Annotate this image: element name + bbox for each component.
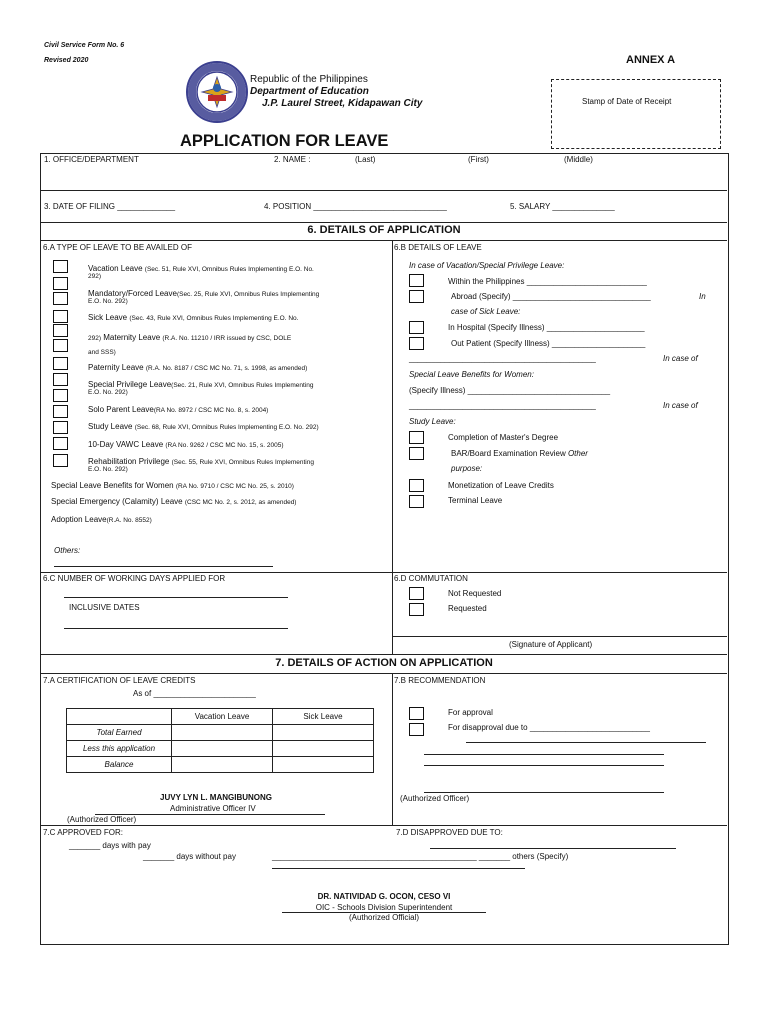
header-line-1: Republic of the Philippines <box>250 74 368 85</box>
divider <box>41 654 727 655</box>
special-privilege-checkbox[interactable] <box>53 373 68 386</box>
maternity-leave-checkbox-2[interactable] <box>53 339 68 352</box>
within-philippines-field[interactable]: Within the Philippines ___________________________ <box>448 277 647 286</box>
leave-rehabilitation: Rehabilitation Privilege (Sec. 55, Rule XVI, Omnibus Rules Implementing <box>88 457 314 466</box>
office-label: 1. OFFICE/DEPARTMENT <box>44 155 139 164</box>
leave-study: Study Leave (Sec. 68, Rule XVI, Omnibus Rules Implementing E.O. No. 292) <box>88 422 319 431</box>
disapproved-reason-line-2[interactable] <box>272 868 525 869</box>
others-specify-field[interactable]: ______________________________________________ _______ others (Specify) <box>272 852 569 861</box>
sick-details-heading: case of Sick Leave: <box>451 307 521 316</box>
leave-special-privilege-ref: E.O. No. 292) <box>88 389 128 396</box>
divider <box>41 673 727 674</box>
out-patient-checkbox[interactable] <box>409 337 424 350</box>
not-requested-checkbox[interactable] <box>409 587 424 600</box>
deped-seal-icon <box>186 61 248 123</box>
working-days-field[interactable] <box>64 597 288 598</box>
leave-maternity-ref: and SSS) <box>88 349 116 356</box>
leave-calamity: Special Emergency (Calamity) Leave (CSC MC No. 2, s. 2012, as amended) <box>51 497 297 506</box>
in-hospital-field[interactable]: In Hospital (Specify Illness) ______________________ <box>448 323 645 332</box>
salary-field[interactable]: 5. SALARY ______________ <box>510 202 615 211</box>
leave-maternity: 292) Maternity Leave (R.A. No. 11210 / IRR issued by CSC, DOLE <box>88 333 292 342</box>
as-of-field[interactable]: As of _______________________ <box>133 689 256 698</box>
name-first: (First) <box>468 155 489 164</box>
name-last: (Last) <box>355 155 376 164</box>
divider <box>41 222 727 223</box>
monetization-label: Monetization of Leave Credits <box>448 481 554 490</box>
section-6c-title: 6.C NUMBER OF WORKING DAYS APPLIED FOR <box>43 574 226 583</box>
disapproval-line-3[interactable] <box>424 765 664 766</box>
section-7d-title: 7.D DISAPPROVED DUE TO: <box>396 828 503 837</box>
section-7b-title: 7.B RECOMMENDATION <box>394 676 486 685</box>
table-cell[interactable] <box>273 725 374 741</box>
solo-parent-checkbox[interactable] <box>53 405 68 418</box>
divider <box>393 636 727 637</box>
leave-vacation: Vacation Leave (Sec. 51, Rule XVI, Omnibus Rules Implementing E.O. No. <box>88 264 314 273</box>
name-label: 2. NAME : <box>274 155 311 164</box>
section-6d-title: 6.D COMMUTATION <box>394 574 468 583</box>
date-filing-field[interactable]: 3. DATE OF FILING _____________ <box>44 202 176 211</box>
requested-checkbox[interactable] <box>409 603 424 616</box>
others-label: Others: <box>54 546 81 555</box>
others-line[interactable] <box>54 566 273 567</box>
table-row <box>67 725 374 741</box>
table-cell[interactable] <box>172 725 273 741</box>
table-cell[interactable] <box>273 757 374 773</box>
in-hospital-checkbox[interactable] <box>409 321 424 334</box>
approving-official-name: DR. NATIVIDAD G. OCON, CESO VI <box>317 892 451 901</box>
leave-sick: Sick Leave (Sec. 43, Rule XVI, Omnibus Rules Implementing E.O. No. <box>88 313 299 322</box>
study-leave-checkbox[interactable] <box>53 421 68 434</box>
mandatory-leave-checkbox-2[interactable] <box>53 292 68 305</box>
leave-mandatory: Mandatory/Forced Leave(Sec. 25, Rule XVI, Omnibus Rules Implementing <box>88 289 320 298</box>
vacation-leave-checkbox[interactable] <box>53 260 68 273</box>
for-disapproval-field[interactable]: For disapproval due to ___________________________ <box>448 723 650 732</box>
inclusive-dates-label: INCLUSIVE DATES <box>69 603 140 612</box>
in-case-of-1: In case of <box>663 354 698 363</box>
bar-exam-checkbox[interactable] <box>409 447 424 460</box>
authorized-official-label: (Authorized Official) <box>348 913 420 922</box>
certifying-officer-title: Administrative Officer IV <box>170 804 256 813</box>
purpose-label: purpose: <box>451 464 483 473</box>
for-approval-checkbox[interactable] <box>409 707 424 720</box>
stamp-label: Stamp of Date of Receipt <box>582 97 672 106</box>
divider <box>41 190 727 191</box>
leave-women: Special Leave Benefits for Women (RA No. 9710 / CSC MC No. 25, s. 2010) <box>51 481 294 490</box>
for-disapproval-checkbox[interactable] <box>409 723 424 736</box>
divider <box>392 240 393 654</box>
in-case-of-2: In case of <box>663 401 698 410</box>
rehabilitation-checkbox[interactable] <box>53 454 68 467</box>
mandatory-leave-checkbox[interactable] <box>53 277 68 290</box>
disapproval-line-2[interactable] <box>424 754 664 755</box>
days-with-pay-field[interactable]: _______ days with pay <box>69 841 151 850</box>
leave-vawc: 10-Day VAWC Leave (RA No. 9262 / CSC MC No. 15, s. 2005) <box>88 440 284 449</box>
monetization-checkbox[interactable] <box>409 479 424 492</box>
divider <box>41 572 727 573</box>
header-line-2: Department of Education <box>250 86 369 97</box>
days-without-pay-field[interactable]: _______ days without pay <box>143 852 236 861</box>
leave-credits-table <box>66 708 374 773</box>
table-row <box>67 757 374 773</box>
within-philippines-checkbox[interactable] <box>409 274 424 287</box>
name-middle: (Middle) <box>564 155 593 164</box>
position-field[interactable]: 4. POSITION ______________________________ <box>264 202 447 211</box>
certifying-officer-name: JUVY LYN L. MANGIBUNONG <box>160 793 273 802</box>
requested-label: Requested <box>448 604 487 613</box>
disapproved-reason-line[interactable] <box>430 848 676 849</box>
applicant-signature-label: (Signature of Applicant) <box>509 640 593 649</box>
divider <box>41 825 727 826</box>
table-row <box>67 741 374 757</box>
authorized-officer-a: (Authorized Officer) <box>67 815 137 824</box>
leave-special-privilege: Special Privilege Leave(Sec. 21, Rule XVI, Omnibus Rules Implementing <box>88 380 314 389</box>
inclusive-dates-field[interactable] <box>64 628 288 629</box>
maternity-leave-checkbox[interactable] <box>53 324 68 337</box>
vawc-leave-checkbox[interactable] <box>53 437 68 450</box>
annex-label: ANNEX A <box>626 54 676 66</box>
column-header: Sick Leave <box>273 709 374 725</box>
section-6a-title: 6.A TYPE OF LEAVE TO BE AVAILED OF <box>43 243 192 252</box>
women-specify-field[interactable]: (Specify Illness) ________________________________ <box>409 386 611 395</box>
masters-checkbox[interactable] <box>409 431 424 444</box>
row-label: Balance <box>67 757 172 773</box>
leave-adoption: Adoption Leave(R.A. No. 8552) <box>51 515 152 524</box>
table-cell[interactable] <box>172 757 273 773</box>
recommendation-signature-line[interactable] <box>424 792 664 793</box>
bar-exam-label: BAR/Board Examination Review Other <box>451 449 588 458</box>
authorized-officer-b: (Authorized Officer) <box>400 794 470 803</box>
stamp-box <box>551 79 721 149</box>
out-patient-field[interactable]: Out Patient (Specify Illness) _____________________ <box>451 339 646 348</box>
column-header: Vacation Leave <box>172 709 273 725</box>
paternity-leave-checkbox[interactable] <box>53 357 68 370</box>
leave-solo-parent: Solo Parent Leave(RA No. 8972 / CSC MC No. 8, s. 2004) <box>88 405 269 414</box>
leave-paternity: Paternity Leave (R.A. No. 8187 / CSC MC No. 71, s. 1998, as amended) <box>88 363 308 372</box>
header-line-3: J.P. Laurel Street, Kidapawan City <box>262 98 423 109</box>
terminal-leave-checkbox[interactable] <box>409 495 424 508</box>
form-number: Civil Service Form No. 6 <box>44 42 125 49</box>
study-details-heading: Study Leave: <box>409 417 456 426</box>
divider <box>392 673 393 825</box>
row-label: Less this application <box>67 741 172 757</box>
abroad-checkbox[interactable] <box>409 290 424 303</box>
disapproval-line-1[interactable] <box>466 742 706 743</box>
women-line[interactable]: __________________________________________ <box>409 401 596 410</box>
not-requested-label: Not Requested <box>448 589 502 598</box>
row-label: Total Earned <box>67 725 172 741</box>
divider <box>41 240 727 241</box>
sick-line[interactable]: __________________________________________ <box>409 354 596 363</box>
section-7a-title: 7.A CERTIFICATION OF LEAVE CREDITS <box>43 676 196 685</box>
leave-rehabilitation-ref: E.O. No. 292) <box>88 466 128 473</box>
vacation-details-heading: In case of Vacation/Special Privilege Leave: <box>409 261 565 270</box>
revised-date: Revised 2020 <box>44 57 89 64</box>
table-cell[interactable] <box>172 741 273 757</box>
abroad-field[interactable]: Abroad (Specify) _______________________________ <box>451 292 651 301</box>
masters-label: Completion of Master's Degree <box>448 433 559 442</box>
section-6-title: 6. DETAILS OF APPLICATION <box>307 224 461 236</box>
table-cell[interactable] <box>273 741 374 757</box>
in-label: In <box>699 292 706 301</box>
form-title: APPLICATION FOR LEAVE <box>180 132 389 150</box>
section-6b-title: 6.B DETAILS OF LEAVE <box>394 243 482 252</box>
terminal-leave-label: Terminal Leave <box>448 496 503 505</box>
for-approval-label: For approval <box>448 708 493 717</box>
section-7-title: 7. DETAILS OF ACTION ON APPLICATION <box>275 657 493 669</box>
sick-leave-checkbox[interactable] <box>53 310 68 323</box>
section-7c-title: 7.C APPROVED FOR: <box>43 828 124 837</box>
leave-mandatory-ref: E.O. No. 292) <box>88 298 128 305</box>
special-privilege-checkbox-2[interactable] <box>53 389 68 402</box>
leave-vacation-ref: 292) <box>88 273 102 280</box>
women-details-heading: Special Leave Benefits for Women: <box>409 370 534 379</box>
approving-official-title: OIC - Schools Division Superintendent <box>315 903 453 912</box>
